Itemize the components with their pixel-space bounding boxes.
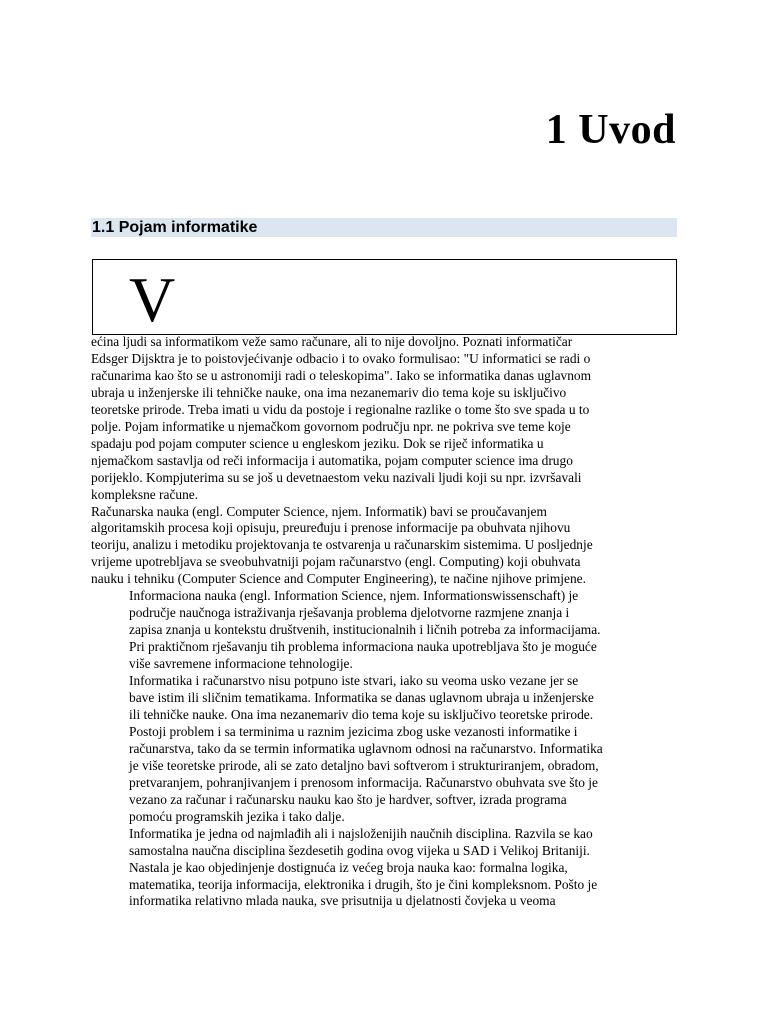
text-line: teoretske prirode. Treba imati u vidu da postoje i regionalne razlike o tome što sve spada u to xyxy=(91,401,590,417)
text-line: bave istim ili sličnim tematikama. Informatika se danas uglavnom ubraja u inženjerske xyxy=(129,690,594,706)
drop-cap-frame xyxy=(92,259,677,335)
body-paragraph xyxy=(91,504,681,589)
text-line: polje. Pojam informatike u njemačkom govornom području npr. ne pokriva sve teme koje xyxy=(91,418,571,434)
text-line: informatika relativno mlada nauka, sve prisutnija u djelatnosti čovjeka u veoma xyxy=(129,893,556,909)
text-line: Informaciona nauka (engl. Information Science, njem. Informationswissenschaft) je xyxy=(129,588,579,604)
text-line: je više teoretske prirode, ali se zato detaljno bavi softverom i strukturiranjem, obradom, xyxy=(129,757,599,773)
text-line: više savremene informacione tehnologije. xyxy=(129,656,353,672)
text-line: nauku i tehniku (Computer Science and Computer Engineering), te načine njihove primjene. xyxy=(91,571,586,587)
text-line: računarstva, tako da se termin informatika uglavnom odnosi na računarstvo. Informatika xyxy=(129,740,603,756)
body-paragraph xyxy=(91,588,681,673)
text-line: područje naučnoga istraživanja rješavanja problema djelotvorne razmjene znanja i xyxy=(129,605,570,621)
text-line: Edsger Dijsktra je to poistovjećivanje odbacio i to ovako formulisao: "U informatici se radi o xyxy=(91,350,591,366)
body-paragraph xyxy=(91,826,681,911)
text-line: matematika, teorija informacija, elektronika i drugih, što je čini kompleksnom. Pošto je xyxy=(129,876,598,892)
text-line: računarima kao što se u astronomiji radi o teleskopima". Iako se informatika danas uglavnom xyxy=(91,367,592,383)
text-line: Postoji problem i sa terminima u raznim jezicima zbog uske vezanosti informatike i xyxy=(129,723,578,739)
text-line: ećina ljudi sa informatikom veže samo računare, ali to nije dovoljno. Poznati informatičar xyxy=(91,334,573,349)
body-paragraph xyxy=(91,334,681,504)
text-line: spadaju pod pojam computer science u engleskom jeziku. Dok se riječ informatika u xyxy=(91,435,544,451)
text-line: pomoću programskih jezika i tako dalje. xyxy=(129,808,345,824)
text-line: njemačkom sastavlja od reči informacija i automatika, pojam computer science ima drugo xyxy=(91,452,573,468)
text-line: kompleksne račune. xyxy=(91,486,199,502)
text-line: Nastala je kao objedinjenje dostignuća iz većeg broja nauka kao: formalna logika, xyxy=(129,859,568,875)
body-paragraph xyxy=(91,673,681,826)
text-line: Računarska nauka (engl. Computer Science, njem. Informatik) bavi se proučavanjem xyxy=(91,503,547,519)
text-line: ili tehničke nauke. Ona ima nezanemariv dio tema koje su isključivo teoretske prirode. xyxy=(129,706,594,722)
text-line: porijeklo. Kompjuterima su se još u devetnaestom veku nazivali ljudi koji su npr. izvršavali xyxy=(91,469,582,485)
text-line: Pri praktičnom rješavanju tih problema informaciona nauka upotrebljava što je moguće xyxy=(129,639,597,655)
text-line: pretvaranjem, pohranjivanjem i prenosom informacija. Računarstvo obuhvata sve što je xyxy=(129,774,598,790)
chapter-title: 1 Uvod xyxy=(545,107,676,153)
text-line: Informatika i računarstvo nisu potpuno iste stvari, iako su veoma usko vezane jer se xyxy=(129,673,579,689)
text-line: ubraja u inženjerske ili tehničke nauke, ona ima nezanemariv dio tema koje su isključivo xyxy=(91,384,567,400)
text-line: samostalna naučna disciplina šezdesetih godina ovog vijeka u SAD i Velikoj Britaniji. xyxy=(129,842,590,858)
text-line: vezano za računar i računarsku nauku kao što je hardver, softver, izrada programa xyxy=(129,791,567,807)
text-line: vrijeme upotrebljava se sveobuhvatniji pojam računarstvo (engl. Computing) koji obuhvata xyxy=(91,554,581,570)
body-text xyxy=(91,334,681,910)
text-line: algoritamskih procesa koji opisuju, preuređuju i prenose informacije pa obuhvata njihovu xyxy=(91,520,571,536)
drop-cap-letter: V xyxy=(129,264,176,335)
section-heading: 1.1 Pojam informatike xyxy=(91,218,677,237)
text-line: Informatika je jedna od najmlađih ali i najsloženijih naučnih disciplina. Razvila se kao xyxy=(129,825,593,841)
text-line: zapisa znanja u kontekstu društvenih, institucionalnih i ličnih potreba za informacijama. xyxy=(129,622,601,638)
text-line: teoriju, analizu i metodiku projektovanja te ostvarenja u računarskim sistemima. U posljednje xyxy=(91,537,593,553)
